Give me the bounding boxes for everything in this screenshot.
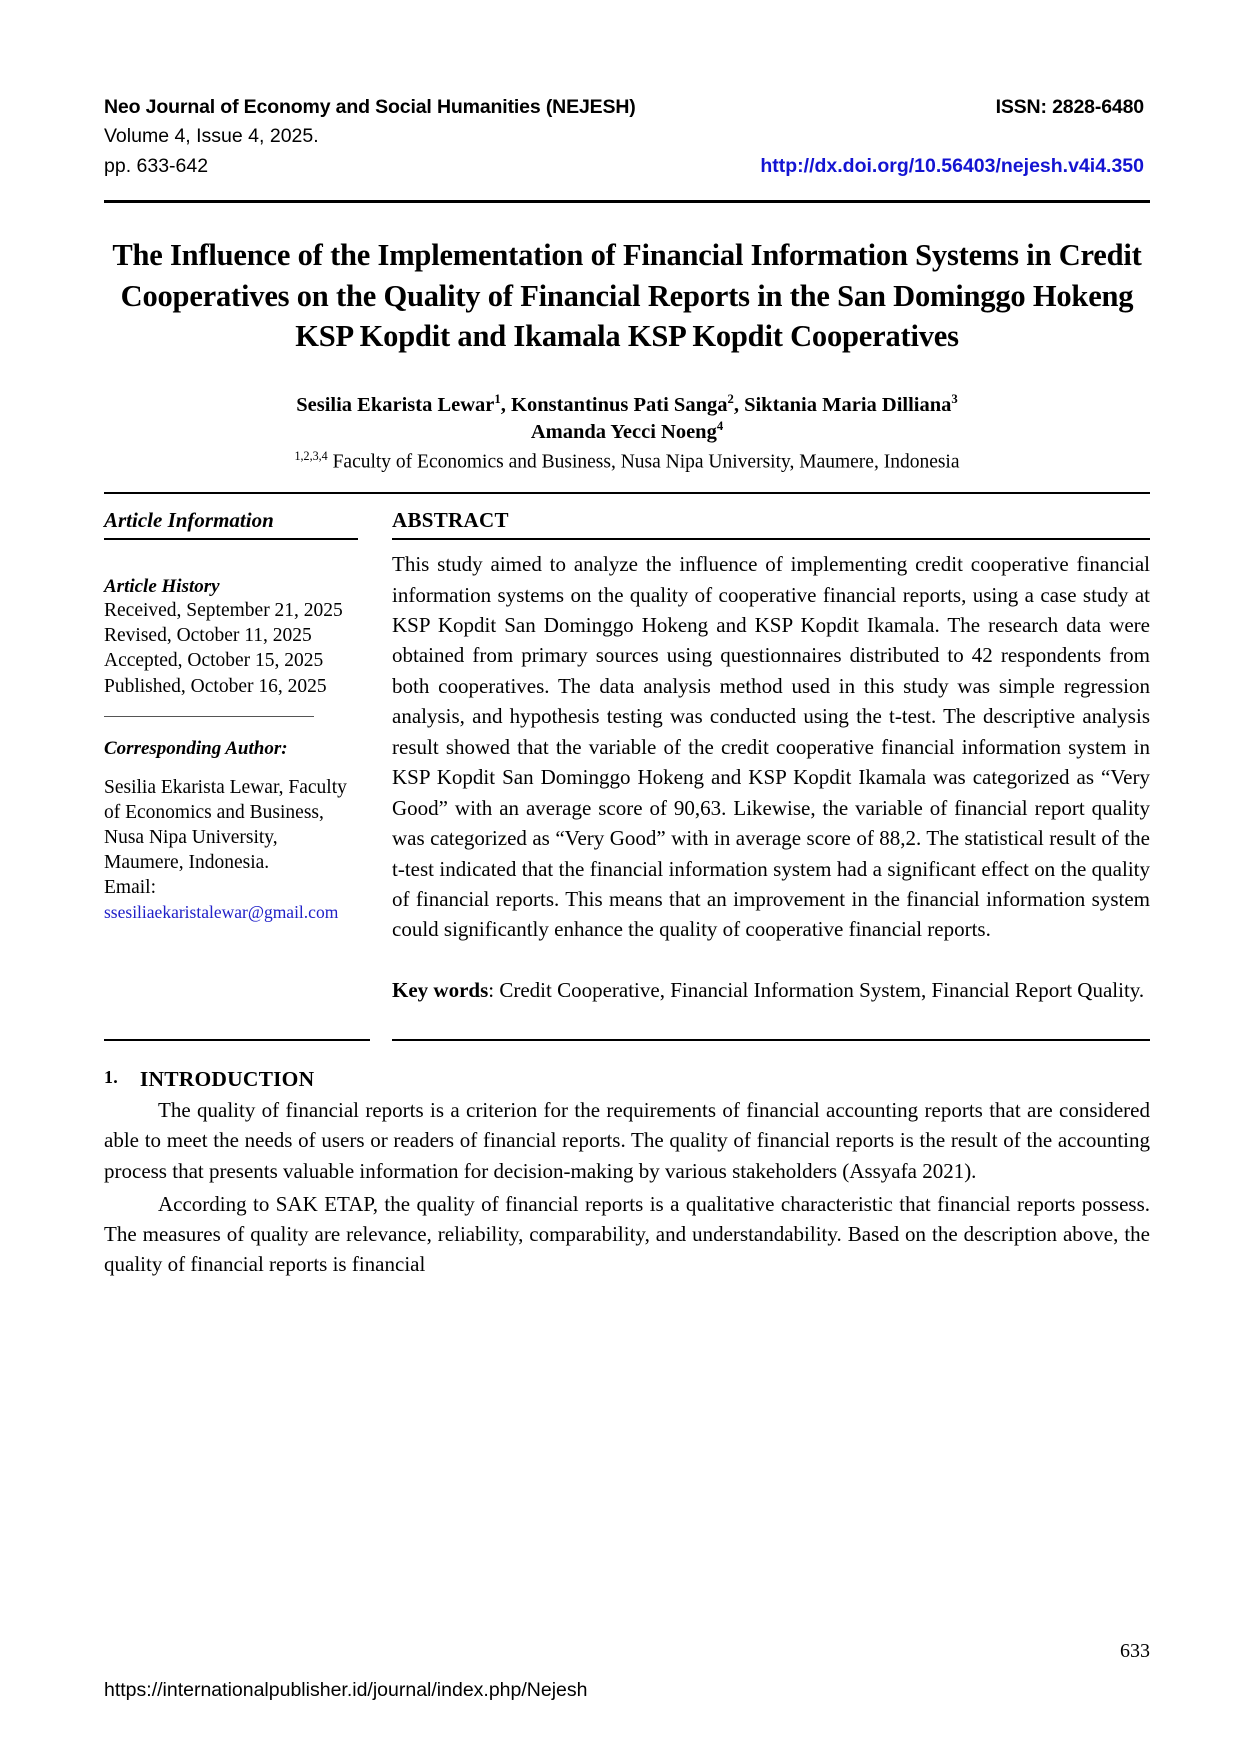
article-information-column [104, 508, 370, 925]
journal-header-row-bottom [104, 155, 1150, 178]
corresponding-author-line-3: Nusa Nipa University, [104, 826, 278, 848]
article-history-published: Published, October 16, 2025 [104, 675, 327, 697]
divider-right [392, 1039, 1150, 1041]
article-history-revised: Revised, October 11, 2025 [104, 625, 312, 647]
journal-title: Neo Journal of Economy and Social Humanities (NEJESH) [104, 96, 636, 118]
journal-home-url[interactable]: https://internationalpublisher.id/journal/index.php/Nejesh [104, 1679, 588, 1701]
authors-sep-1: , Konstantinus Pati Sanga [500, 393, 728, 416]
article-information-heading: Article Information [104, 508, 358, 540]
authors-block [104, 391, 1150, 446]
divider-left [104, 1039, 370, 1041]
page-title: The Influence of the Implementation of Financial Information Systems in Credit Cooperatives on the Quality of Financial Reports in the San Dominggo Hokeng KSP Kopdit and Ikamala KSP Kopdit Cooperatives [112, 238, 1142, 354]
abstract-block-top-divider [104, 492, 1150, 494]
abstract-heading: ABSTRACT [392, 508, 1150, 540]
corresponding-author-line-2: of Economics and Business, [104, 801, 324, 823]
article-history-heading: Article History [104, 576, 220, 598]
author-3-affil-marker: 3 [951, 391, 958, 406]
author-4-name: Amanda Yecci Noeng [530, 420, 717, 443]
corresponding-author-details [104, 775, 358, 926]
keywords-value: : Credit Cooperative, Financial Information System, Financial Report Quality. [488, 977, 1145, 1002]
article-information-inner-divider [104, 716, 314, 717]
affiliation-markers: 1,2,3,4 [294, 448, 328, 463]
authors-line-1 [104, 391, 1150, 418]
keywords [392, 975, 1150, 1005]
journal-volume-line: Volume 4, Issue 4, 2025. [104, 125, 319, 147]
info-abstract-columns [104, 508, 1150, 1005]
introduction-heading-row [104, 1067, 1150, 1092]
corresponding-author-heading: Corresponding Author: [104, 737, 288, 759]
corresponding-author-email-label: Email: [104, 877, 156, 899]
author-1-affil-marker: 1 [494, 391, 501, 406]
journal-pages-line: pp. 633-642 [104, 155, 209, 177]
affiliation-text: Faculty of Economics and Business, Nusa Nipa University, Maumere, Indonesia [327, 451, 960, 473]
corresponding-author-line-1: Sesilia Ekarista Lewar, Faculty [104, 776, 347, 798]
introduction-paragraph-2: According to SAK ETAP, the quality of financial reports is a qualitative characteristic that financial reports possess. The measures of quality are relevance, reliability, comparability, and understandability. Based on the description above, the quality of financial reports is financial [104, 1191, 1150, 1277]
authors-sep-2: , Siktania Maria Dilliana [733, 393, 952, 416]
doi-link[interactable]: http://dx.doi.org/10.56403/nejesh.v4i4.350 [760, 155, 1144, 177]
corresponding-author-line-4: Maumere, Indonesia. [104, 852, 270, 874]
author-2-affil-marker: 2 [727, 391, 734, 406]
introduction-number: 1. [104, 1067, 118, 1088]
article-history-received: Received, September 21, 2025 [104, 600, 343, 622]
author-4-affil-marker: 4 [716, 419, 724, 434]
abstract-body: This study aimed to analyze the influence of implementing credit cooperative financial information systems on the quality of cooperative financial reports, using a case study at KSP Kopdit San Dominggo Hokeng and KSP Kopdit Ikamala. The research data were obtained from primary sources using questionnaires distributed to 42 respondents from both cooperatives. The data analysis method used in this study was simple regression analysis, and hypothesis testing was conducted using the t-test. The descriptive analysis result showed that the variable of the credit cooperative financial information system in KSP Kopdit San Dominggo Hokeng and KSP Kopdit Ikamala was categorized as “Very Good” with an average score of 90,63. Likewise, the variable of financial report quality was categorized as “Very Good” with in average score of 88,2. The statistical result of the t-test indicated that the financial information system had a significant effect on the quality of financial reports. This means that an improvement in the financial information system could significantly enhance the quality of cooperative financial reports. [392, 552, 1150, 942]
journal-header [104, 96, 1150, 178]
authors-line-2 [104, 418, 1150, 445]
header-divider [104, 200, 1150, 203]
affiliation-line [104, 449, 1150, 474]
page-footer [104, 1640, 1150, 1702]
journal-issn: ISSN: 2828-6480 [995, 96, 1144, 118]
introduction-heading: INTRODUCTION [139, 1067, 315, 1092]
abstract-column [392, 508, 1150, 1005]
article-history-accepted: Accepted, October 15, 2025 [104, 650, 324, 672]
author-1-name: Sesilia Ekarista Lewar [296, 393, 495, 416]
keywords-label: Key words [392, 977, 489, 1002]
corresponding-author-email-link[interactable]: ssesiliaekaristalewar@gmail.com [104, 902, 339, 923]
abstract-block-bottom-dividers [104, 1039, 1150, 1041]
journal-header-row-top [104, 96, 1150, 119]
introduction-paragraph-1: The quality of financial reports is a criterion for the requirements of financial accounting reports that are considered able to meet the needs of users or readers of financial reports. The quality of financial reports is the result of the accounting process that presents valuable information for decision-making by various stakeholders (Assyafa 2021). [104, 1098, 1150, 1183]
page-number: 633 [1120, 1640, 1150, 1662]
